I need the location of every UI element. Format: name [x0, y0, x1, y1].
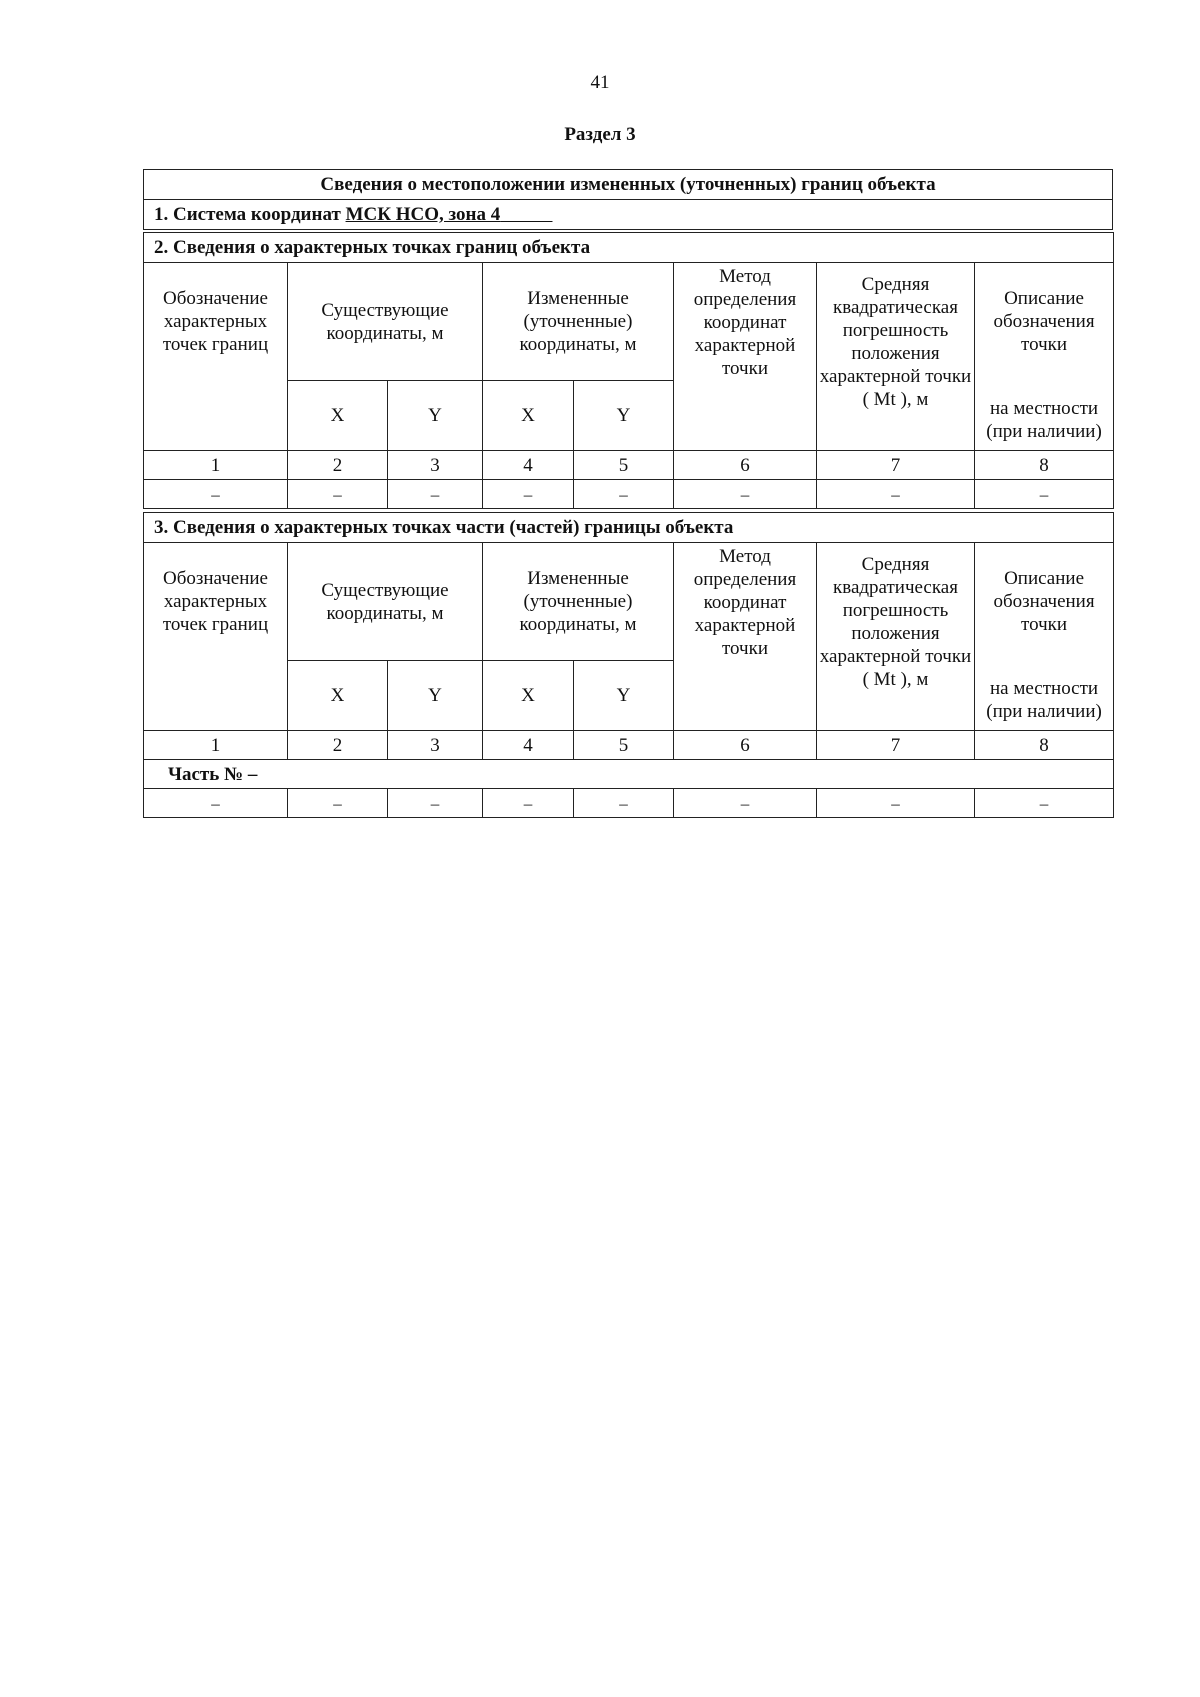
column-number: 6 [674, 731, 817, 760]
section3-table [143, 512, 1114, 818]
empty-cell: – [975, 480, 1114, 509]
col-changed-x: X [483, 381, 574, 451]
col-changed-y: Y [574, 381, 674, 451]
table-row [144, 789, 1114, 818]
empty-cell: – [144, 789, 288, 818]
empty-cell: – [288, 480, 388, 509]
col-changed-header: Измененные (уточненные) координаты, м [483, 263, 674, 381]
column-number: 7 [817, 451, 975, 480]
empty-cell: – [483, 789, 574, 818]
col-designation-header: Обозначение характерных точек границ [144, 263, 288, 451]
column-number: 6 [674, 451, 817, 480]
empty-cell: – [817, 480, 975, 509]
column-number: 2 [288, 451, 388, 480]
column-number: 1 [144, 731, 288, 760]
col-existing-x: X [288, 661, 388, 731]
col-desc-bottom: на местности (при наличии) [986, 678, 1102, 722]
column-number: 1 [144, 451, 288, 480]
col-desc-top: Описание обозначения точки [993, 568, 1095, 635]
empty-cell: – [388, 789, 483, 818]
col-error-header [817, 263, 975, 451]
col-desc-header [975, 543, 1114, 731]
section2-title: 2. Сведения о характерных точках границ объекта [144, 233, 1114, 263]
column-number: 2 [288, 731, 388, 760]
column-number: 7 [817, 731, 975, 760]
coord-system-row [144, 200, 1113, 230]
column-number: 3 [388, 451, 483, 480]
column-number: 5 [574, 451, 674, 480]
col-existing-y: Y [388, 381, 483, 451]
col-existing-x: X [288, 381, 388, 451]
column-number: 3 [388, 731, 483, 760]
empty-cell: – [817, 789, 975, 818]
empty-cell: – [144, 480, 288, 509]
col-desc-top: Описание обозначения точки [993, 288, 1095, 355]
empty-cell: – [674, 789, 817, 818]
col-changed-y: Y [574, 661, 674, 731]
header-table [143, 169, 1113, 230]
part-label: Часть № – [144, 760, 1114, 789]
column-number: 8 [975, 731, 1114, 760]
col-error-top: Средняя квадратическая погрешность положения [833, 554, 958, 644]
col-desc-header [975, 263, 1114, 451]
empty-cell: – [483, 480, 574, 509]
column-number: 5 [574, 731, 674, 760]
page-number: 41 [590, 72, 610, 93]
empty-cell: – [674, 480, 817, 509]
section3-title: 3. Сведения о характерных точках части (частей) границы объекта [144, 513, 1114, 543]
coord-system-value: МСК НСО, зона 4 [345, 204, 501, 225]
empty-cell: – [574, 480, 674, 509]
col-changed-x: X [483, 661, 574, 731]
column-number: 4 [483, 451, 574, 480]
col-existing-y: Y [388, 661, 483, 731]
col-error-bottom: характерной точки ( Mt ), м [819, 366, 972, 410]
col-designation-header: Обозначение характерных точек границ [144, 543, 288, 731]
col-existing-header: Существующие координаты, м [288, 263, 483, 381]
column-number: 4 [483, 731, 574, 760]
empty-cell: – [975, 789, 1114, 818]
col-error-header [817, 543, 975, 731]
empty-cell: – [288, 789, 388, 818]
empty-cell: – [574, 789, 674, 818]
section2-table [143, 232, 1114, 509]
coord-system-label: 1. Система координат [154, 204, 341, 225]
col-desc-bottom: на местности (при наличии) [986, 398, 1102, 442]
col-existing-header: Существующие координаты, м [288, 543, 483, 661]
col-error-top: Средняя квадратическая погрешность положения [833, 274, 958, 364]
col-method-header: Метод определения координат характерной точки [674, 543, 817, 731]
column-numbers-row [144, 731, 1114, 760]
column-numbers-row [144, 451, 1114, 480]
section-title: Раздел 3 [564, 124, 636, 145]
table-row [144, 480, 1114, 509]
table-title: Сведения о местоположении измененных (уточненных) границ объекта [144, 170, 1113, 200]
col-method-header: Метод определения координат характерной точки [674, 263, 817, 451]
column-number: 8 [975, 451, 1114, 480]
col-error-bottom: характерной точки ( Mt ), м [819, 646, 972, 690]
col-changed-header: Измененные (уточненные) координаты, м [483, 543, 674, 661]
empty-cell: – [388, 480, 483, 509]
